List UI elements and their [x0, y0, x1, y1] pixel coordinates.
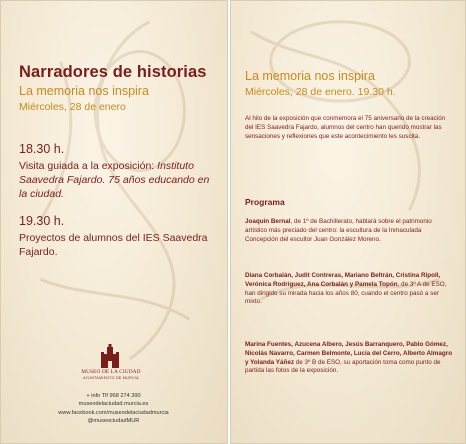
event-date-time: Miércoles, 28 de enero. 19.30 h.	[245, 86, 396, 98]
program-item-names: Diana Corbalán, Judit Contreras, Mariano Beltrán, Cristina Ripoll, Verónica Rodríguez, Ana Corbalán y Pamela Topón	[245, 272, 441, 288]
page-title: Narradores de historias	[19, 63, 207, 81]
subtitle: La memoria nos inspira	[245, 69, 375, 83]
contact-phone: + info Tlf 968 274 390	[86, 393, 141, 399]
contact-facebook[interactable]: www.facebook.com/museodelaciudadmurcia	[58, 409, 169, 416]
subtitle: La memoria nos inspira	[19, 84, 149, 98]
visit-description	[19, 159, 219, 202]
program-item-text: , de 3º A de ESO, han dirigido su mirada hacia los años 80, cuando el centro pasó a ser mixto.	[245, 280, 447, 306]
program-item-text: , de 1º de Bachillerato, hablará sobre el patrimonio artístico más preciado del centro: la escultura de la Inmaculada Concepción del escultor Juan González Moreno.	[245, 218, 432, 243]
time-second: 19.30 h.	[19, 214, 65, 228]
contact-website[interactable]: museodelaciudad.murcia.es	[78, 401, 149, 408]
event-date: Miércoles, 28 de enero	[19, 101, 126, 113]
program-item	[245, 218, 455, 244]
projects-description: Proyectos de alumnos del IES Saavedra Fajardo.	[19, 232, 208, 259]
intro-paragraph: Al hilo de la exposición que conmemora el 75 aniversario de la creación del IES Saavedra Fajardo, alumnos del centro han querido mostrar las sensaciones y reflexiones que este acontecimiento les suscita.	[245, 115, 446, 140]
left-panel	[0, 0, 228, 444]
program-item	[245, 341, 455, 376]
right-panel	[230, 0, 466, 444]
logo-name: MUSEO DE LA CIUDAD	[81, 369, 141, 375]
programa-heading: Programa	[245, 197, 285, 207]
program-item-names: Joaquín Bernal	[245, 218, 291, 225]
time-first: 18.30 h.	[19, 142, 65, 156]
program-item-text: de 3º B de ESO, su aportación toma como punto de partida las fotos de la exposición.	[245, 358, 441, 375]
visit-prefix: Visita guiada a la exposición:	[19, 160, 158, 172]
visit-exhibition-title: Instituto Saavedra Fajardo. 75 años educando en la ciudad.	[19, 160, 210, 201]
museum-logo-icon	[98, 344, 122, 368]
contact-info	[41, 392, 186, 426]
logo-subtitle: AYUNTAMIENTO DE MURCIA	[83, 376, 139, 380]
program-item	[245, 272, 455, 307]
contact-twitter[interactable]: @museociudadMUR	[87, 418, 140, 425]
program-item-names: Marina Fuentes, Azucena Albero, Jesús Barranquero, Pablo Gómez, Nicolás Navarro, Carmen Belmonte, Lucía del Cerro, Alberto Almagro y Yolanda Yáñez	[245, 341, 453, 366]
